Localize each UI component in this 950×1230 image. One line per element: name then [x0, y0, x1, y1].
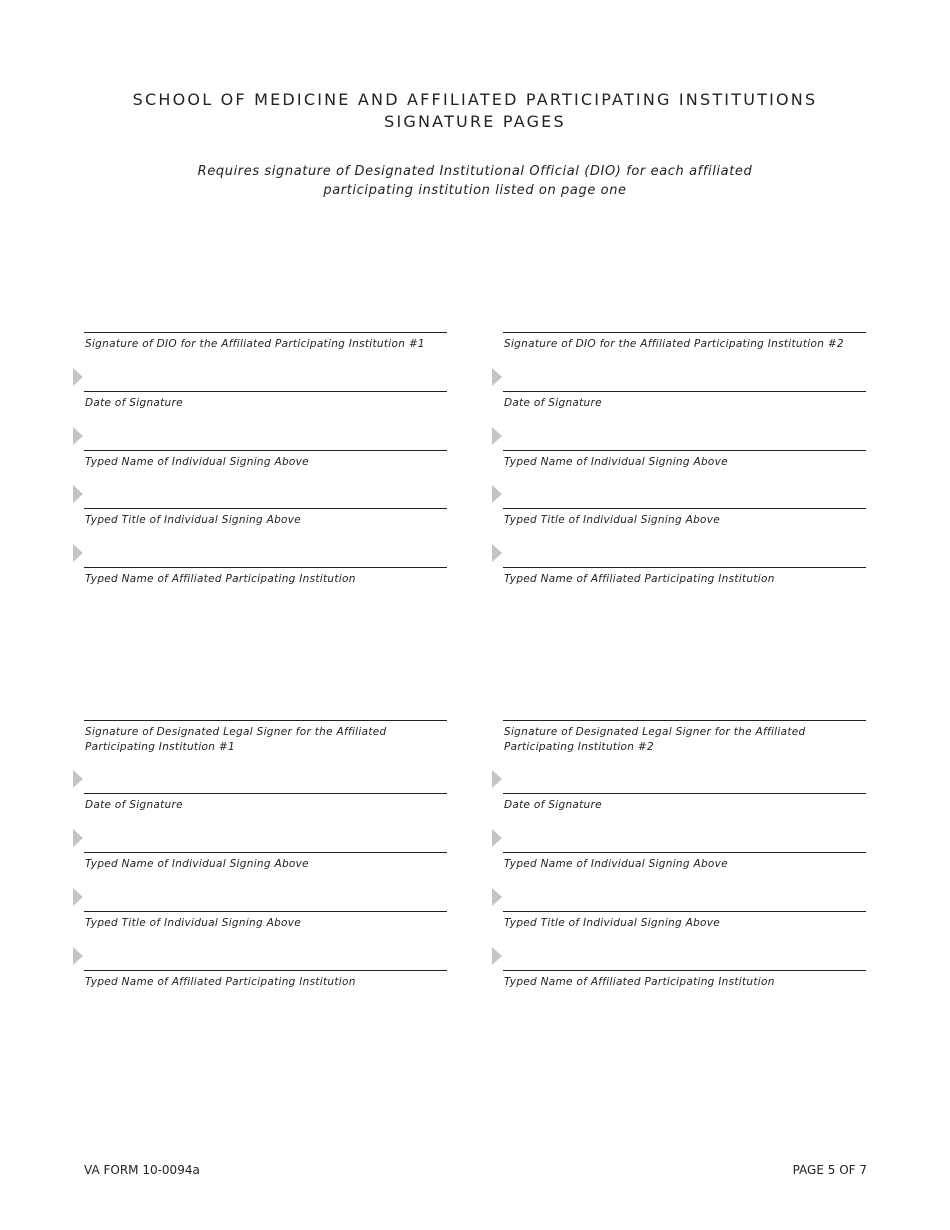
date-field[interactable] [503, 391, 866, 450]
field-label: Typed Name of Affiliated Participating Institution [85, 573, 356, 585]
field-pointer-icon [492, 947, 502, 965]
institution-name-field[interactable] [503, 970, 866, 990]
field-label: Date of Signature [504, 799, 602, 811]
title-line-1: SCHOOL OF MEDICINE AND AFFILIATED PARTICIPATING INSTITUTIONS [132, 90, 818, 109]
field-pointer-icon [73, 427, 83, 445]
field-pointer-icon [492, 427, 502, 445]
institution-name-field[interactable] [84, 567, 447, 587]
typed-title-field[interactable] [84, 911, 447, 970]
field-label: Signature of Designated Legal Signer for the Affiliated Participating Institution #1 [85, 726, 387, 753]
form-number: VA FORM 10-0094a [84, 1163, 200, 1177]
field-label: Typed Name of Individual Signing Above [85, 858, 309, 870]
subtitle-line-1: Requires signature of Designated Institutional Official (DIO) for each affiliated [197, 164, 753, 179]
typed-name-field[interactable] [84, 450, 447, 508]
dio-signature-field[interactable] [503, 332, 866, 391]
date-field[interactable] [84, 391, 447, 450]
field-pointer-icon [73, 829, 83, 847]
field-label: Signature of DIO for the Affiliated Participating Institution #2 [504, 338, 844, 350]
field-label: Typed Title of Individual Signing Above [504, 514, 721, 526]
field-pointer-icon [73, 485, 83, 503]
field-pointer-icon [492, 888, 502, 906]
title-line-2: SIGNATURE PAGES [384, 112, 566, 131]
field-label: Date of Signature [85, 397, 183, 409]
page-subtitle [0, 162, 950, 200]
legal-signature-field[interactable] [503, 720, 866, 793]
date-field[interactable] [84, 793, 447, 852]
field-label: Typed Name of Individual Signing Above [504, 858, 728, 870]
dio-signature-block-1 [84, 332, 447, 587]
field-pointer-icon [73, 888, 83, 906]
legal-signature-block-1 [84, 720, 447, 990]
legal-signature-block-2 [503, 720, 866, 990]
dio-signature-block-2 [503, 332, 866, 587]
field-label: Signature of Designated Legal Signer for the Affiliated Participating Institution #2 [504, 726, 806, 753]
field-pointer-icon [492, 544, 502, 562]
date-field[interactable] [503, 793, 866, 852]
field-pointer-icon [73, 947, 83, 965]
legal-signature-field[interactable] [84, 720, 447, 793]
field-label: Typed Title of Individual Signing Above [85, 514, 302, 526]
typed-name-field[interactable] [84, 852, 447, 911]
subtitle-line-2: participating institution listed on page one [323, 183, 627, 198]
field-label: Date of Signature [85, 799, 183, 811]
page-title [0, 89, 950, 133]
field-pointer-icon [73, 368, 83, 386]
field-pointer-icon [73, 770, 83, 788]
typed-name-field[interactable] [503, 852, 866, 911]
typed-title-field[interactable] [503, 911, 866, 970]
field-label: Typed Name of Individual Signing Above [504, 456, 728, 468]
institution-name-field[interactable] [503, 567, 866, 587]
typed-name-field[interactable] [503, 450, 866, 508]
institution-name-field[interactable] [84, 970, 447, 990]
field-pointer-icon [492, 368, 502, 386]
field-label: Typed Name of Affiliated Participating Institution [85, 976, 356, 988]
field-pointer-icon [492, 770, 502, 788]
field-label: Typed Title of Individual Signing Above [504, 917, 721, 929]
field-pointer-icon [73, 544, 83, 562]
field-label: Typed Title of Individual Signing Above [85, 917, 302, 929]
field-label: Typed Name of Affiliated Participating Institution [504, 573, 775, 585]
field-pointer-icon [492, 485, 502, 503]
field-pointer-icon [492, 829, 502, 847]
field-label: Signature of DIO for the Affiliated Participating Institution #1 [85, 338, 425, 350]
page-number: PAGE 5 OF 7 [792, 1163, 867, 1177]
field-label: Date of Signature [504, 397, 602, 409]
typed-title-field[interactable] [84, 508, 447, 567]
typed-title-field[interactable] [503, 508, 866, 567]
field-label: Typed Name of Affiliated Participating Institution [504, 976, 775, 988]
dio-signature-field[interactable] [84, 332, 447, 391]
field-label: Typed Name of Individual Signing Above [85, 456, 309, 468]
